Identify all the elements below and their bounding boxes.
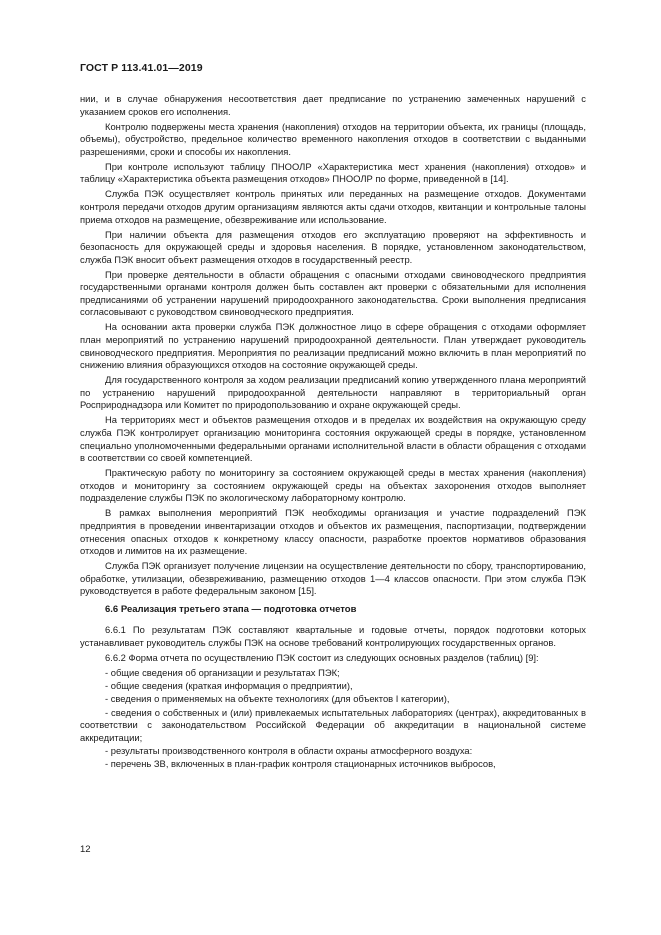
list-item: - перечень ЗВ, включенных в план-график контроля стационарных источников выбросов, <box>105 758 496 770</box>
paragraph: При проверке деятельности в области обращения с опасными отходами свиноводческого предприятия государственными органами контроля должен быть составлен акт проверки с обязательными для исполнения предписаниями об устранении нарушений природоохранного законодательства. Сроки выполнения предписания согласовывают с руководством свиноводческого предприятия. <box>80 268 586 318</box>
list-item: - общие сведения (краткая информация о предприятии), <box>105 680 353 692</box>
list-item: - общие сведения об организации и результатах ПЭК; <box>105 667 340 679</box>
paragraph: Практическую работу по мониторингу за состоянием окружающей среды в местах хранения (накопления) отходов и мониторингу за состоянием окружающей среды на объектах захоронения отходов выполняет подразделение службы ПЭК по экологическому лабораторному контролю. <box>80 467 586 504</box>
paragraph: 6.6.1 По результатам ПЭК составляют квартальные и годовые отчеты, порядок подготовки которых устанавливает руководитель службы ПЭК на основе требований контролирующих государственных органов. <box>80 624 586 649</box>
paragraph: нии, и в случае обнаружения несоответствия дает предписание по устранению замеченных нарушений с указанием сроков его исполнения. <box>80 93 586 117</box>
page-body <box>80 93 586 771</box>
section-heading: 6.6 Реализация третьего этапа — подготовка отчетов <box>105 603 357 615</box>
paragraph: Для государственного контроля за ходом реализации предписаний копию утвержденного плана мероприятий по устранению нарушений природоохранной деятельности направляют в территориальный орган Росприроднадзора или Комитет по природопользованию и охране окружающей среды. <box>80 374 586 411</box>
list-item: - сведения о применяемых на объекте технологиях (для объектов I категории), <box>105 693 450 705</box>
paragraph: В рамках выполнения мероприятий ПЭК необходимы организация и участие подразделений ПЭК предприятия в проведении инвентаризации отходов и объектов их размещения, паспортизации, подтверждении отнесения опасных отходов к конкретному классу опасности, разработке проектов нормативов образования отходов и лимитов на их размещение. <box>80 507 586 557</box>
paragraph: Служба ПЭК организует получение лицензии на осуществление деятельности по сбору, транспортированию, обработке, утилизации, обезвреживанию, размещению отходов 1—4 классов опасности. При этом служба ПЭК руководствуется в работе федеральным законом [15]. <box>80 560 586 597</box>
paragraph: 6.6.2 Форма отчета по осуществлению ПЭК состоит из следующих основных разделов (таблиц) [9]: <box>105 652 539 664</box>
page-number: 12 <box>80 844 91 855</box>
paragraph: На территориях мест и объектов размещения отходов и в пределах их воздействия на окружающую среду служба ПЭК контролирует организацию мониторинга состояния окружающей среды в порядке, установленном специально уполномоченными федеральными органами исполнительной власти в области обращения с отходами в соответствии со своей компетенцией. <box>80 414 586 464</box>
paragraph: Служба ПЭК осуществляет контроль принятых или переданных на размещение отходов. Документами контроля передачи отходов другим организациям являются акты сдачи отходов, квитанции и контрольные талоны приема отходов на размещение, обезвреживание или использование. <box>80 188 586 225</box>
list-item: - результаты производственного контроля в области охраны атмосферного воздуха: <box>105 744 473 756</box>
document-header: ГОСТ Р 113.41.01—2019 <box>80 62 203 74</box>
paragraph: При контроле используют таблицу ПНООЛР «Характеристика мест хранения (накопления) отходов» и таблицу «Характеристика объекта размещения отходов» ПНООЛР по форме, приведенной в [14]. <box>80 160 586 185</box>
paragraph: Контролю подвержены места хранения (накопления) отходов на территории объекта, их границы (площадь, объемы), обустройство, предельное количество временного накопления отходов в соответствии с выданными разрешениями, сроки и способы их накопления. <box>80 120 586 157</box>
paragraph: На основании акта проверки служба ПЭК должностное лицо в сфере обращения с отходами оформляет план мероприятий по устранению нарушений природоохранной деятельности. План утверждает руководитель свиноводческого предприятия. Мероприятия по реализации предписаний можно включить в план мероприятий по снижению влияния образующихся отходов на состояние окружающей среды. <box>80 321 586 371</box>
paragraph: При наличии объекта для размещения отходов его эксплуатацию проверяют на эффективность и безопасность для окружающей среды и здоровья населения. В порядке, установленном законодательством, служба ПЭК вносит объект размещения отходов в государственный реестр. <box>80 228 586 265</box>
list-item: - сведения о собственных и (или) привлекаемых испытательных лабораториях (центрах), аккредитованных в соответствии с законодательством Российской Федерации об аккредитации в национальной системе аккредитации; <box>80 706 586 743</box>
